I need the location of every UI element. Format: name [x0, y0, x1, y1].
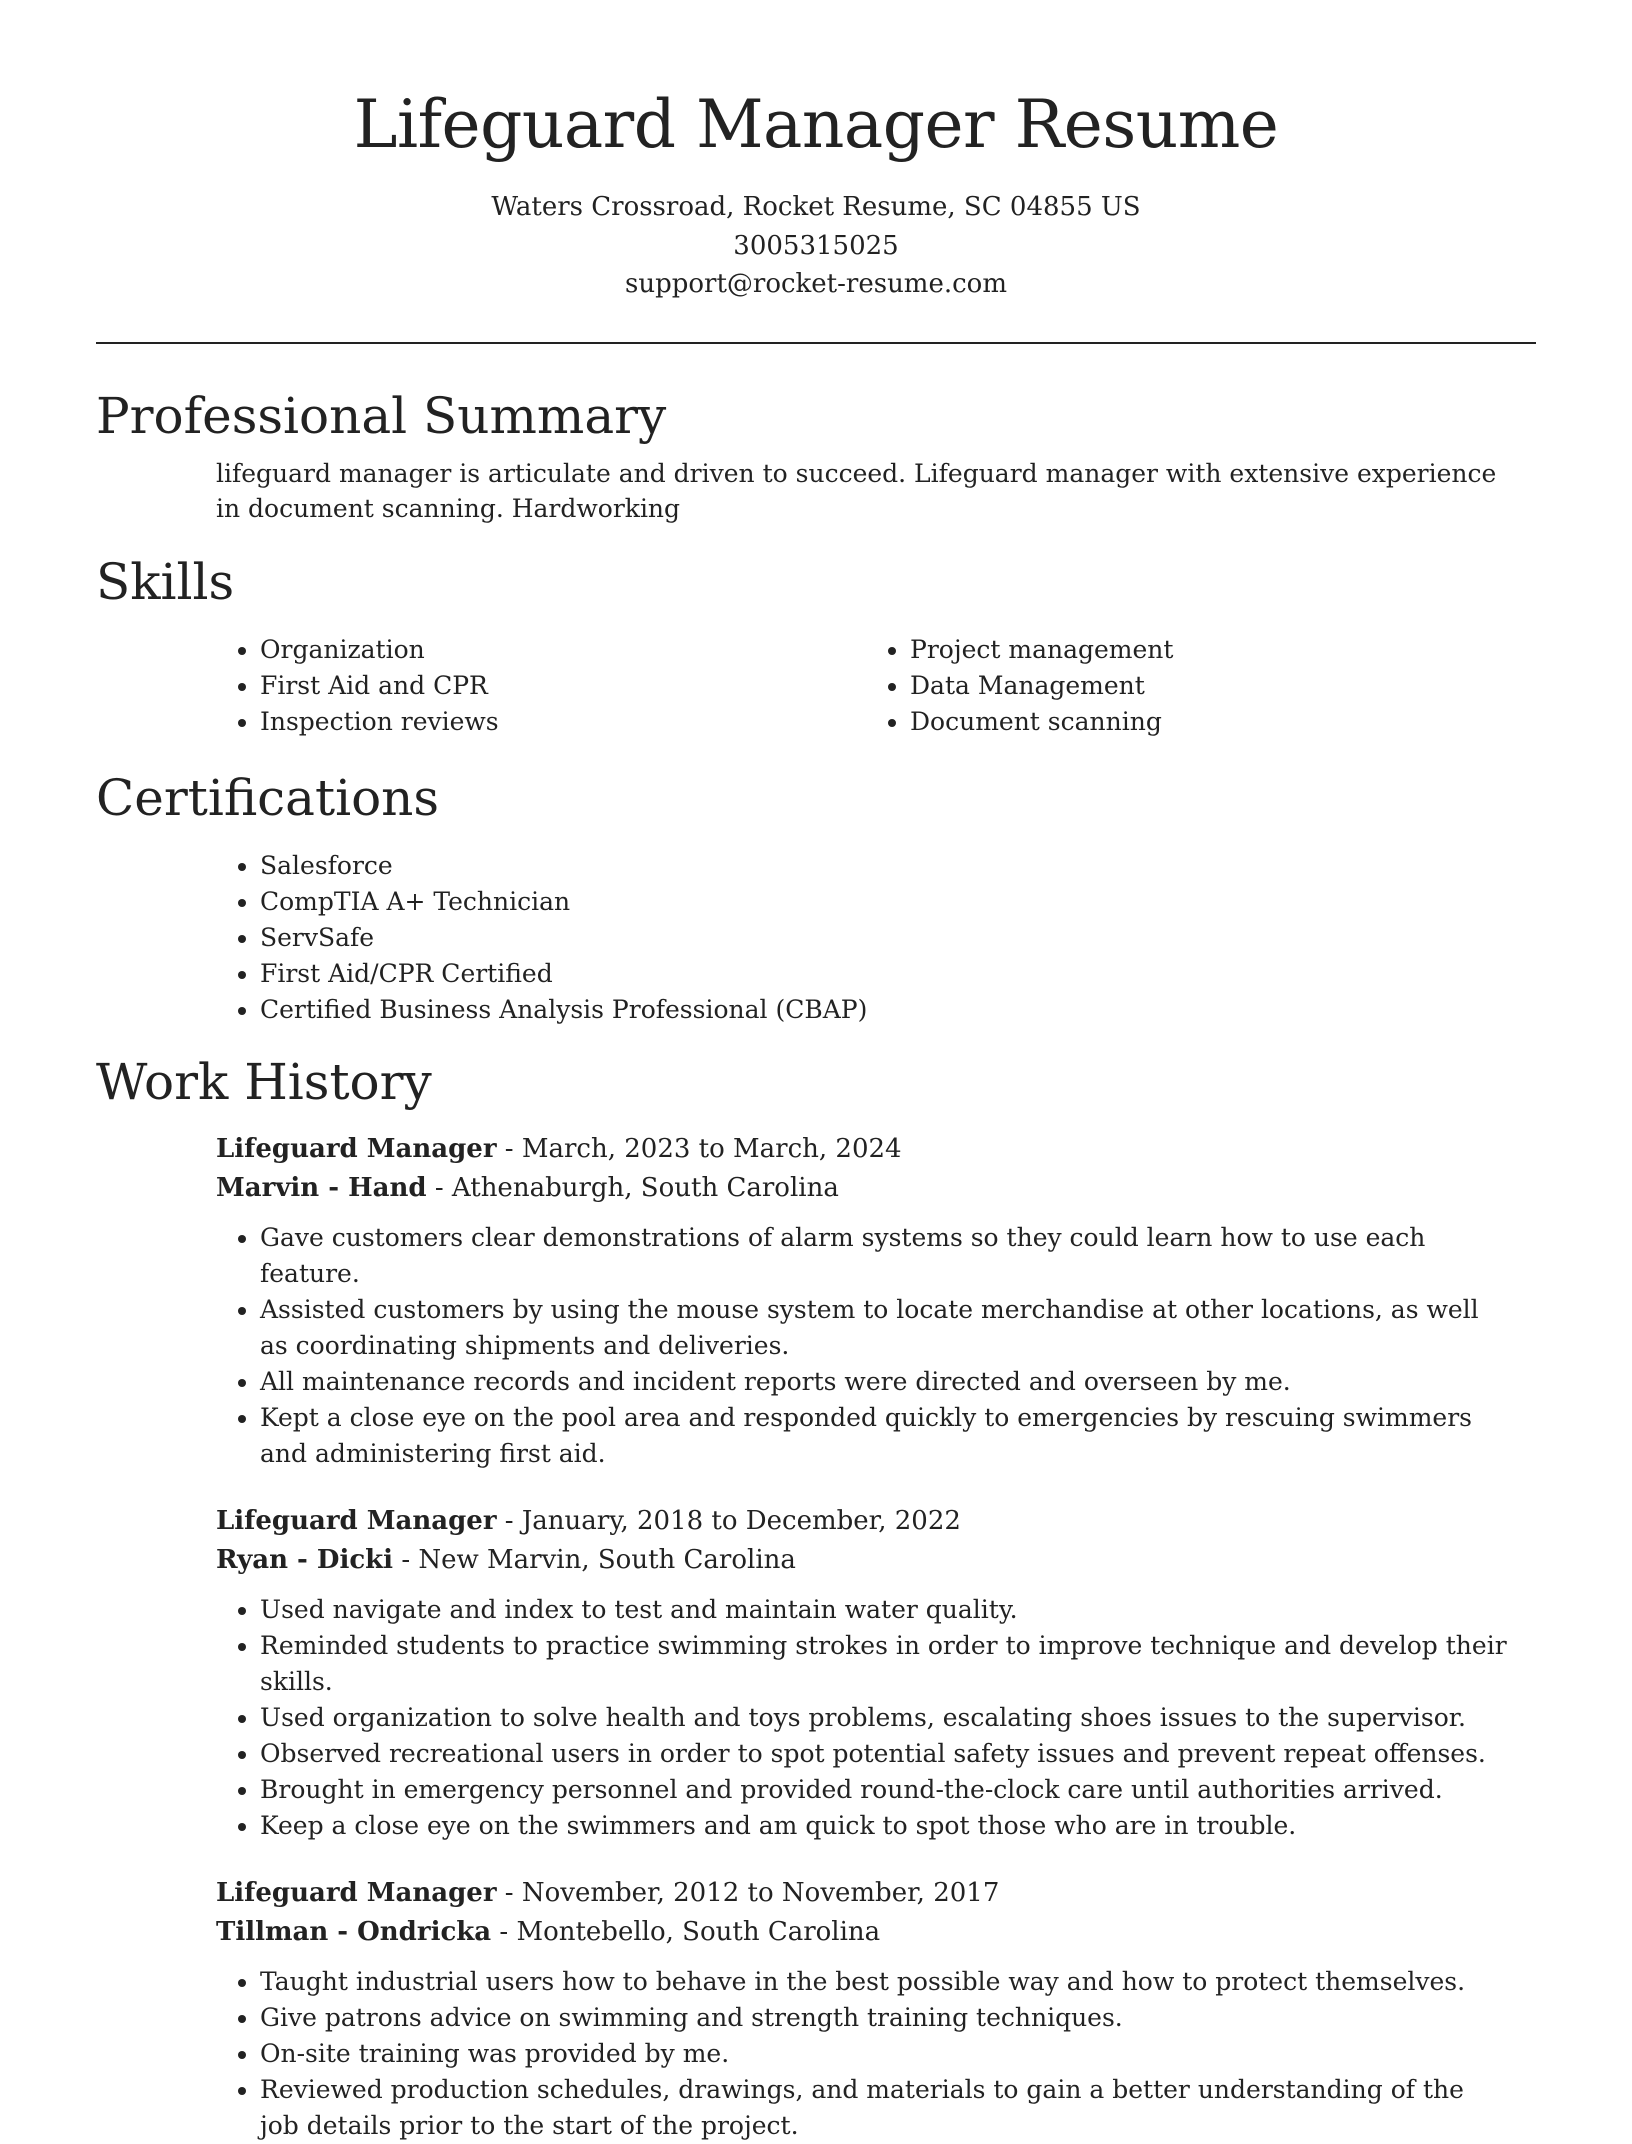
skill-item: • Organization — [260, 632, 866, 668]
job-duties — [216, 1220, 1510, 1472]
job-company-line — [216, 1169, 1536, 1208]
job-duty-item: • Reviewed production schedules, drawings, and materials to gain a better understanding of the job details prior to the start of the project. — [260, 2072, 1510, 2144]
job-entry — [96, 1502, 1536, 1844]
certifications-items — [216, 848, 1536, 1028]
skill-item: • Document scanning — [910, 704, 1510, 740]
job-company: Marvin - Hand — [216, 1172, 427, 1203]
job-duty-item: • Taught industrial users how to behave in the best possible way and how to protect themselves. — [260, 1964, 1510, 2000]
job-entry — [96, 1874, 1536, 2144]
job-company: Tillman - Ondricka — [216, 1916, 492, 1947]
job-duty-item: • Assisted customers by using the mouse system to locate merchandise at other locations, as well as coordinating shipments and deliveries. — [260, 1292, 1510, 1364]
skill-item: • Project management — [910, 632, 1510, 668]
job-duty-item: • Give patrons advice on swimming and strength training techniques. — [260, 2000, 1510, 2036]
skill-item: • First Aid and CPR — [260, 668, 866, 704]
job-duties — [216, 1592, 1510, 1844]
certifications-list — [96, 848, 1536, 1028]
skills-list — [96, 632, 1536, 740]
skills-column-right — [866, 632, 1510, 740]
certifications-heading: Certifications — [96, 768, 440, 827]
job-title: Lifeguard Manager — [216, 1877, 497, 1908]
job-title-line — [216, 1502, 1536, 1541]
contact-block — [96, 188, 1536, 304]
job-duty-item: • All maintenance records and incident reports were directed and overseen by me. — [260, 1364, 1510, 1400]
job-location: - Athenaburgh, South Carolina — [426, 1172, 839, 1203]
job-title-line — [216, 1130, 1536, 1169]
work-history-heading: Work History — [96, 1052, 432, 1111]
summary-heading: Professional Summary — [96, 386, 667, 445]
job-company: Ryan - Dicki — [216, 1544, 394, 1575]
job-title-line — [216, 1874, 1536, 1913]
job-dates: - November, 2012 to November, 2017 — [496, 1877, 1000, 1908]
skills-heading: Skills — [96, 552, 235, 611]
skill-item: • Data Management — [910, 668, 1510, 704]
job-duty-item: • On-site training was provided by me. — [260, 2036, 1510, 2072]
certification-item: • First Aid/CPR Certified — [260, 956, 1536, 992]
job-dates: - January, 2018 to December, 2022 — [496, 1505, 961, 1536]
job-duty-item: • Observed recreational users in order to spot potential safety issues and prevent repeat offenses. — [260, 1736, 1510, 1772]
skill-item: • Inspection reviews — [260, 704, 866, 740]
job-company-line — [216, 1541, 1536, 1580]
job-duty-item: • Used organization to solve health and toys problems, escalating shoes issues to the supervisor. — [260, 1700, 1510, 1736]
header-divider — [96, 342, 1536, 344]
address: Waters Crossroad, Rocket Resume, SC 04855 US — [491, 192, 1141, 222]
certification-item: • Certified Business Analysis Professional (CBAP) — [260, 992, 1536, 1028]
job-duty-item: • Gave customers clear demonstrations of alarm systems so they could learn how to use each feature. — [260, 1220, 1510, 1292]
job-duties — [216, 1964, 1510, 2144]
email: support@rocket-resume.com — [624, 269, 1007, 299]
certification-item: • ServSafe — [260, 920, 1536, 956]
job-company-line — [216, 1913, 1536, 1952]
job-dates: - March, 2023 to March, 2024 — [496, 1133, 902, 1164]
certification-item: • Salesforce — [260, 848, 1536, 884]
certification-item: • CompTIA A+ Technician — [260, 884, 1536, 920]
job-location: - Montebello, South Carolina — [491, 1916, 881, 1947]
job-duty-item: • Brought in emergency personnel and provided round-the-clock care until authorities arrived. — [260, 1772, 1510, 1808]
job-duty-item: • Used navigate and index to test and maintain water quality. — [260, 1592, 1510, 1628]
resume-page — [96, 0, 1536, 2144]
summary-text: lifeguard manager is articulate and driven to succeed. Lifeguard manager with extensive experience in document scanning. Hardworking — [216, 458, 1497, 523]
job-entry — [96, 1130, 1536, 1472]
skills-column-left — [216, 632, 866, 740]
job-location: - New Marvin, South Carolina — [393, 1544, 796, 1575]
job-title: Lifeguard Manager — [216, 1505, 497, 1536]
job-duty-item: • Keep a close eye on the swimmers and am quick to spot those who are in trouble. — [260, 1808, 1510, 1844]
resume-title: Lifeguard Manager Resume — [353, 86, 1279, 163]
job-title: Lifeguard Manager — [216, 1133, 497, 1164]
phone: 3005315025 — [733, 230, 899, 261]
job-duty-item: • Kept a close eye on the pool area and responded quickly to emergencies by rescuing swimmers and administering first aid. — [260, 1400, 1510, 1472]
job-duty-item: • Reminded students to practice swimming strokes in order to improve technique and develop their skills. — [260, 1628, 1510, 1700]
